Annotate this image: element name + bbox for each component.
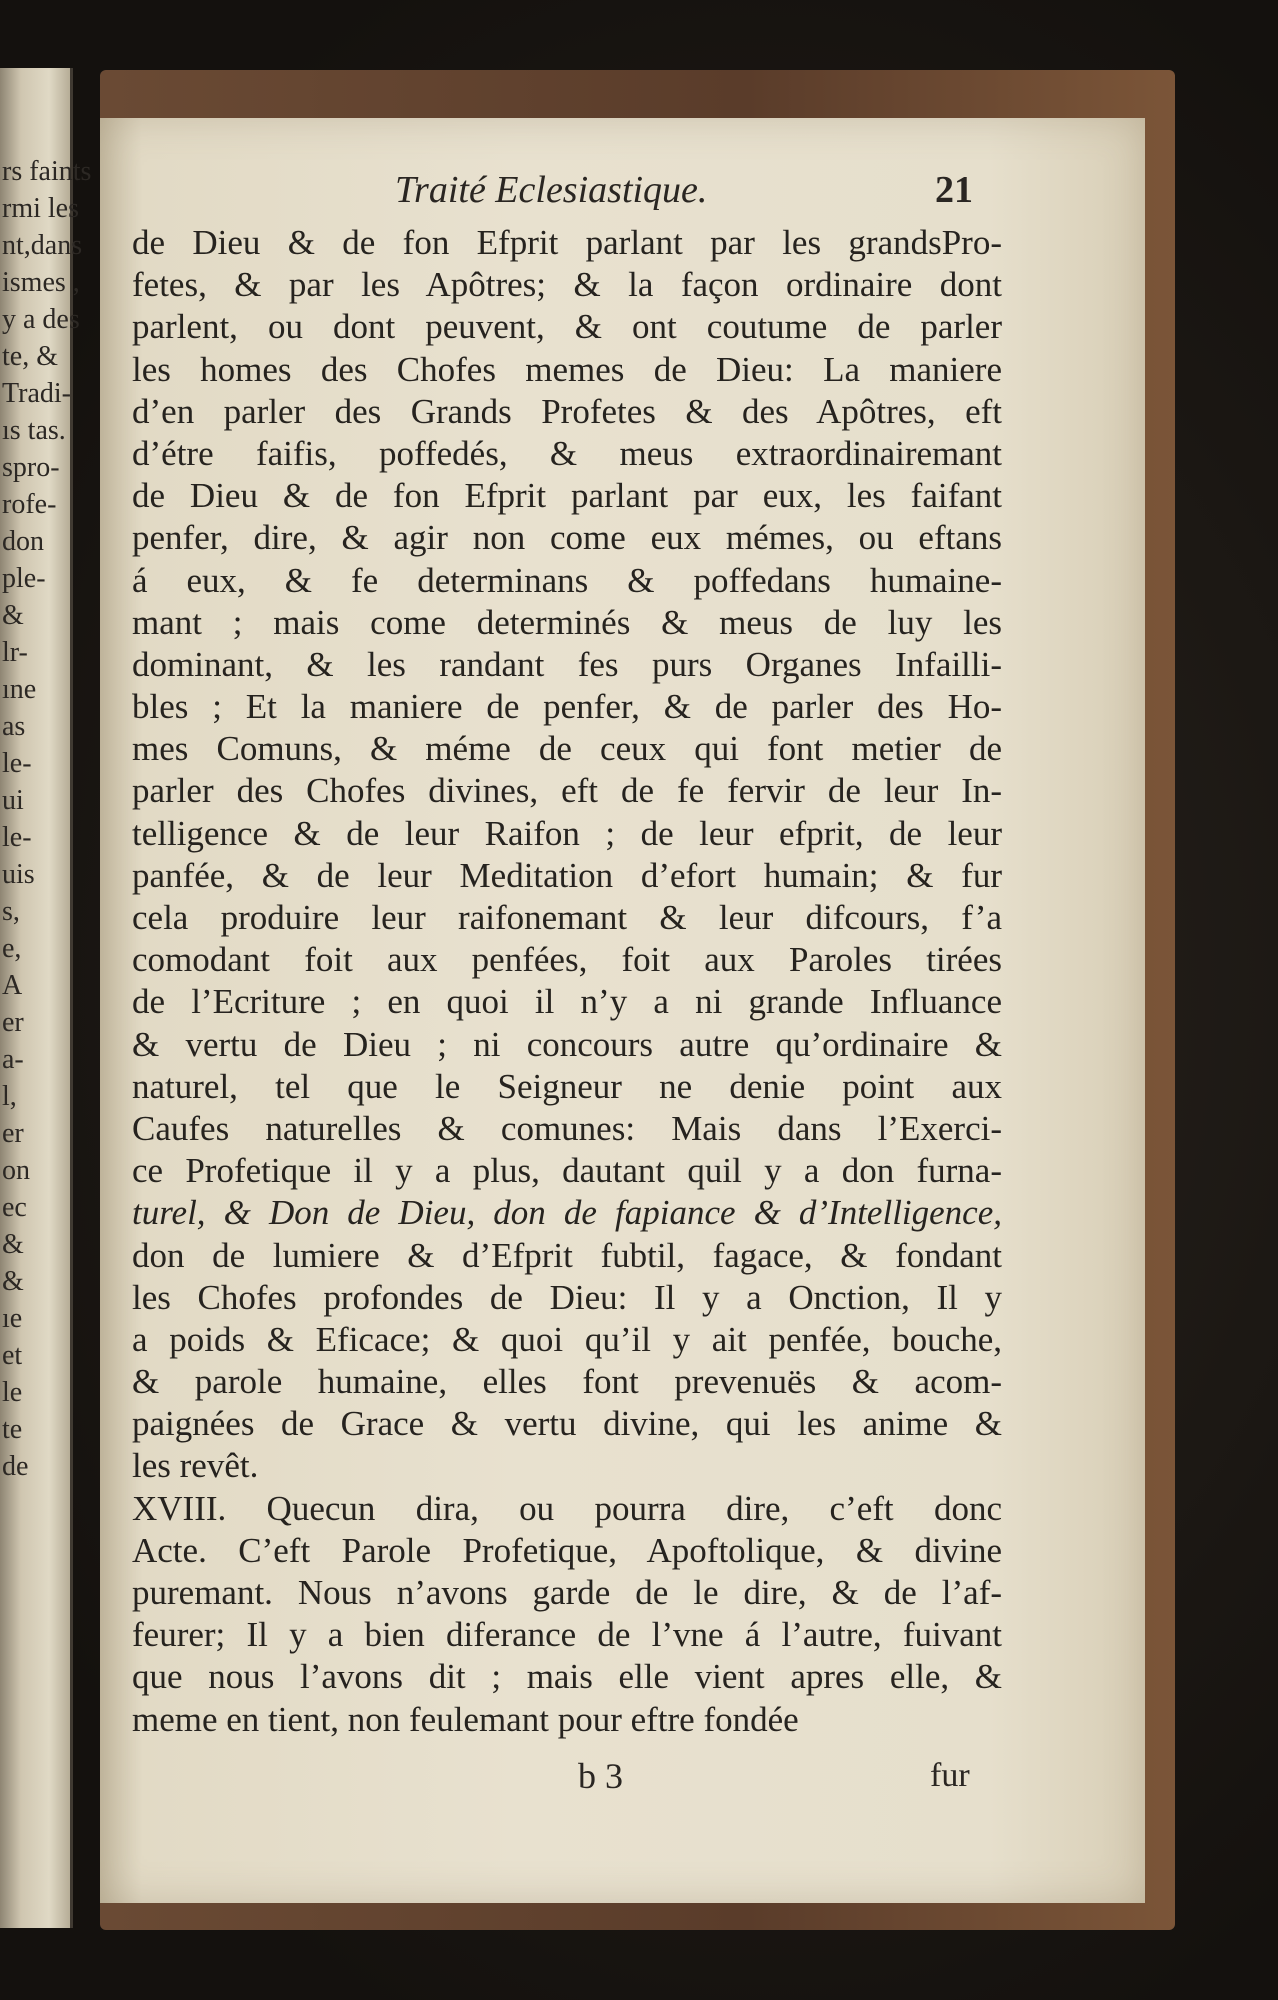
text-line: feurer; Il y a bien diferance de l’vne á l’autre, fuivant — [132, 1615, 1002, 1655]
previous-page-fragment: ıs tas. — [2, 415, 66, 446]
previous-page-fragment: a- — [2, 1044, 24, 1075]
previous-page-fragment: er — [2, 1118, 24, 1149]
text-line: de Dieu & de fon Efprit parlant par les grandsPro- — [132, 223, 1002, 262]
previous-page-fragment: ıe — [2, 1303, 23, 1334]
text-line: don de lumiere & d’Efprit fubtil, fagace, & fondant — [132, 1235, 1002, 1275]
text-line: XVIII. Quecun dira, ou pourra dire, c’eft donc — [132, 1488, 1002, 1528]
text-line: naturel, tel que le Seigneur ne denie point aux — [132, 1066, 1002, 1106]
previous-page-fragment: le- — [2, 748, 32, 779]
text-line: parlent, ou dont peuvent, & ont coutume de parler — [132, 307, 1002, 347]
text-line: de l’Ecriture ; en quoi il n’y a ni grande Influance — [132, 982, 1002, 1022]
previous-page-fragment: rofe- — [2, 489, 57, 520]
previous-page-fragment: e, — [2, 933, 22, 964]
previous-page-fragment: le- — [2, 822, 32, 853]
previous-page-fragment: ple- — [2, 563, 46, 594]
text-line: telligence & de leur Raifon ; de leur efprit, de leur — [132, 813, 1002, 853]
previous-page-fragment: rmi les — [2, 193, 79, 224]
text-line: les homes des Chofes memes de Dieu: La maniere — [132, 349, 1002, 389]
previous-page-fragment: ismes , — [2, 267, 80, 298]
text-line: paignées de Grace & vertu divine, qui les anime & — [132, 1404, 1002, 1444]
text-line: bles ; Et la maniere de penfer, & de parler des Ho- — [132, 687, 1002, 727]
previous-page-fragment: de — [2, 1451, 29, 1482]
text-line: puremant. Nous n’avons garde de le dire, & de l’af- — [132, 1573, 1002, 1612]
previous-page-fragment: spro- — [2, 452, 60, 483]
text-line: mes Comuns, & méme de ceux qui font metier de — [132, 729, 1002, 769]
text-line: de Dieu & de fon Efprit parlant par eux, les faifant — [132, 476, 1002, 516]
text-line: ce Profetique il y a plus, dautant quil y a don furna- — [132, 1151, 1002, 1191]
previous-page-fragment: et — [2, 1340, 23, 1371]
text-line: d’en parler des Grands Profetes & des Apôtres, eft — [132, 391, 1002, 431]
previous-page-fragment: on — [2, 1155, 30, 1186]
previous-page-fragment: as — [2, 711, 26, 742]
text-line: mant ; mais come determinés & meus de luy les — [132, 602, 1002, 642]
text-line: penfer, dire, & agir non come eux mémes, ou eftans — [132, 518, 1002, 558]
previous-page-fragment: & — [2, 1266, 24, 1297]
previous-page-fragment: uis — [2, 859, 35, 890]
text-line: les revêt. — [132, 1446, 259, 1486]
signature-mark: b 3 — [578, 1756, 623, 1796]
previous-page-fragment: ec — [2, 1192, 27, 1223]
text-line: comodant foit aux penfées, foit aux Paroles tirées — [132, 940, 1002, 980]
previous-page-fragment: rs faints — [2, 156, 92, 187]
body-text — [132, 222, 1002, 1741]
previous-page-fragment: er — [2, 1007, 24, 1038]
previous-page-fragment: y a des — [2, 304, 80, 335]
text-line: parler des Chofes divines, eft de fe fervir de leur In- — [132, 771, 1002, 811]
running-title: Traité Eclesiastique. — [395, 169, 708, 211]
text-line: fetes, & par les Apôtres; & la façon ordinaire dont — [132, 265, 1002, 305]
previous-page-fragment: Tradi- — [2, 378, 71, 409]
previous-page-fragment: lr- — [2, 637, 28, 668]
text-line: & parole humaine, elles font prevenuës & acom- — [132, 1362, 1002, 1402]
text-line: meme en tient, non feulemant pour eftre fondée — [132, 1699, 799, 1739]
previous-page-fragment: te — [2, 1414, 23, 1445]
text-line: les Chofes profondes de Dieu: Il y a Onction, Il y — [132, 1277, 1002, 1317]
text-line: que nous l’avons dit ; mais elle vient apres elle, & — [132, 1657, 1002, 1697]
text-line: d’étre faifis, poffedés, & meus extraordinairemant — [132, 433, 1002, 473]
text-line: Acte. C’eft Parole Profetique, Apoftolique, & divine — [132, 1530, 1002, 1570]
text-line: á eux, & fe determinans & poffedans humaine- — [132, 560, 1002, 600]
text-line: panfée, & de leur Meditation d’efort humain; & fur — [132, 855, 1002, 895]
previous-page-edge — [0, 68, 92, 1928]
page-number: 21 — [935, 169, 973, 211]
text-line: a poids & Eficace; & quoi qu’il y ait penfée, bouche, — [132, 1319, 1002, 1359]
text-line: Caufes naturelles & comunes: Mais dans l’Exerci- — [132, 1108, 1002, 1148]
book-page — [100, 118, 1145, 1903]
previous-page-fragment: & — [2, 1229, 24, 1260]
previous-page-fragment: te, & — [2, 341, 58, 372]
previous-page-fragment: don — [2, 526, 44, 557]
previous-page-fragment: l, — [2, 1081, 17, 1112]
text-line: turel, & Don de Dieu, don de fapiance & d’Intelligence, — [132, 1193, 1002, 1233]
running-head — [100, 168, 1145, 218]
previous-page-fragment: A — [2, 970, 23, 1001]
previous-page-fragment: s, — [2, 896, 20, 927]
previous-page-fragment: & — [2, 600, 24, 631]
text-line: & vertu de Dieu ; ni concours autre qu’ordinaire & — [132, 1024, 1002, 1064]
text-line: dominant, & les randant fes purs Organes Infailli- — [132, 644, 1002, 684]
previous-page-fragment: ıne — [2, 674, 37, 705]
previous-page-fragment: le — [2, 1377, 23, 1408]
text-line: cela produire leur raifonemant & leur difcours, f’a — [132, 898, 1002, 937]
previous-page-fragment: nt,dans — [2, 230, 83, 261]
previous-page-fragment: ui — [2, 785, 24, 816]
catchword: fur — [930, 1757, 970, 1794]
